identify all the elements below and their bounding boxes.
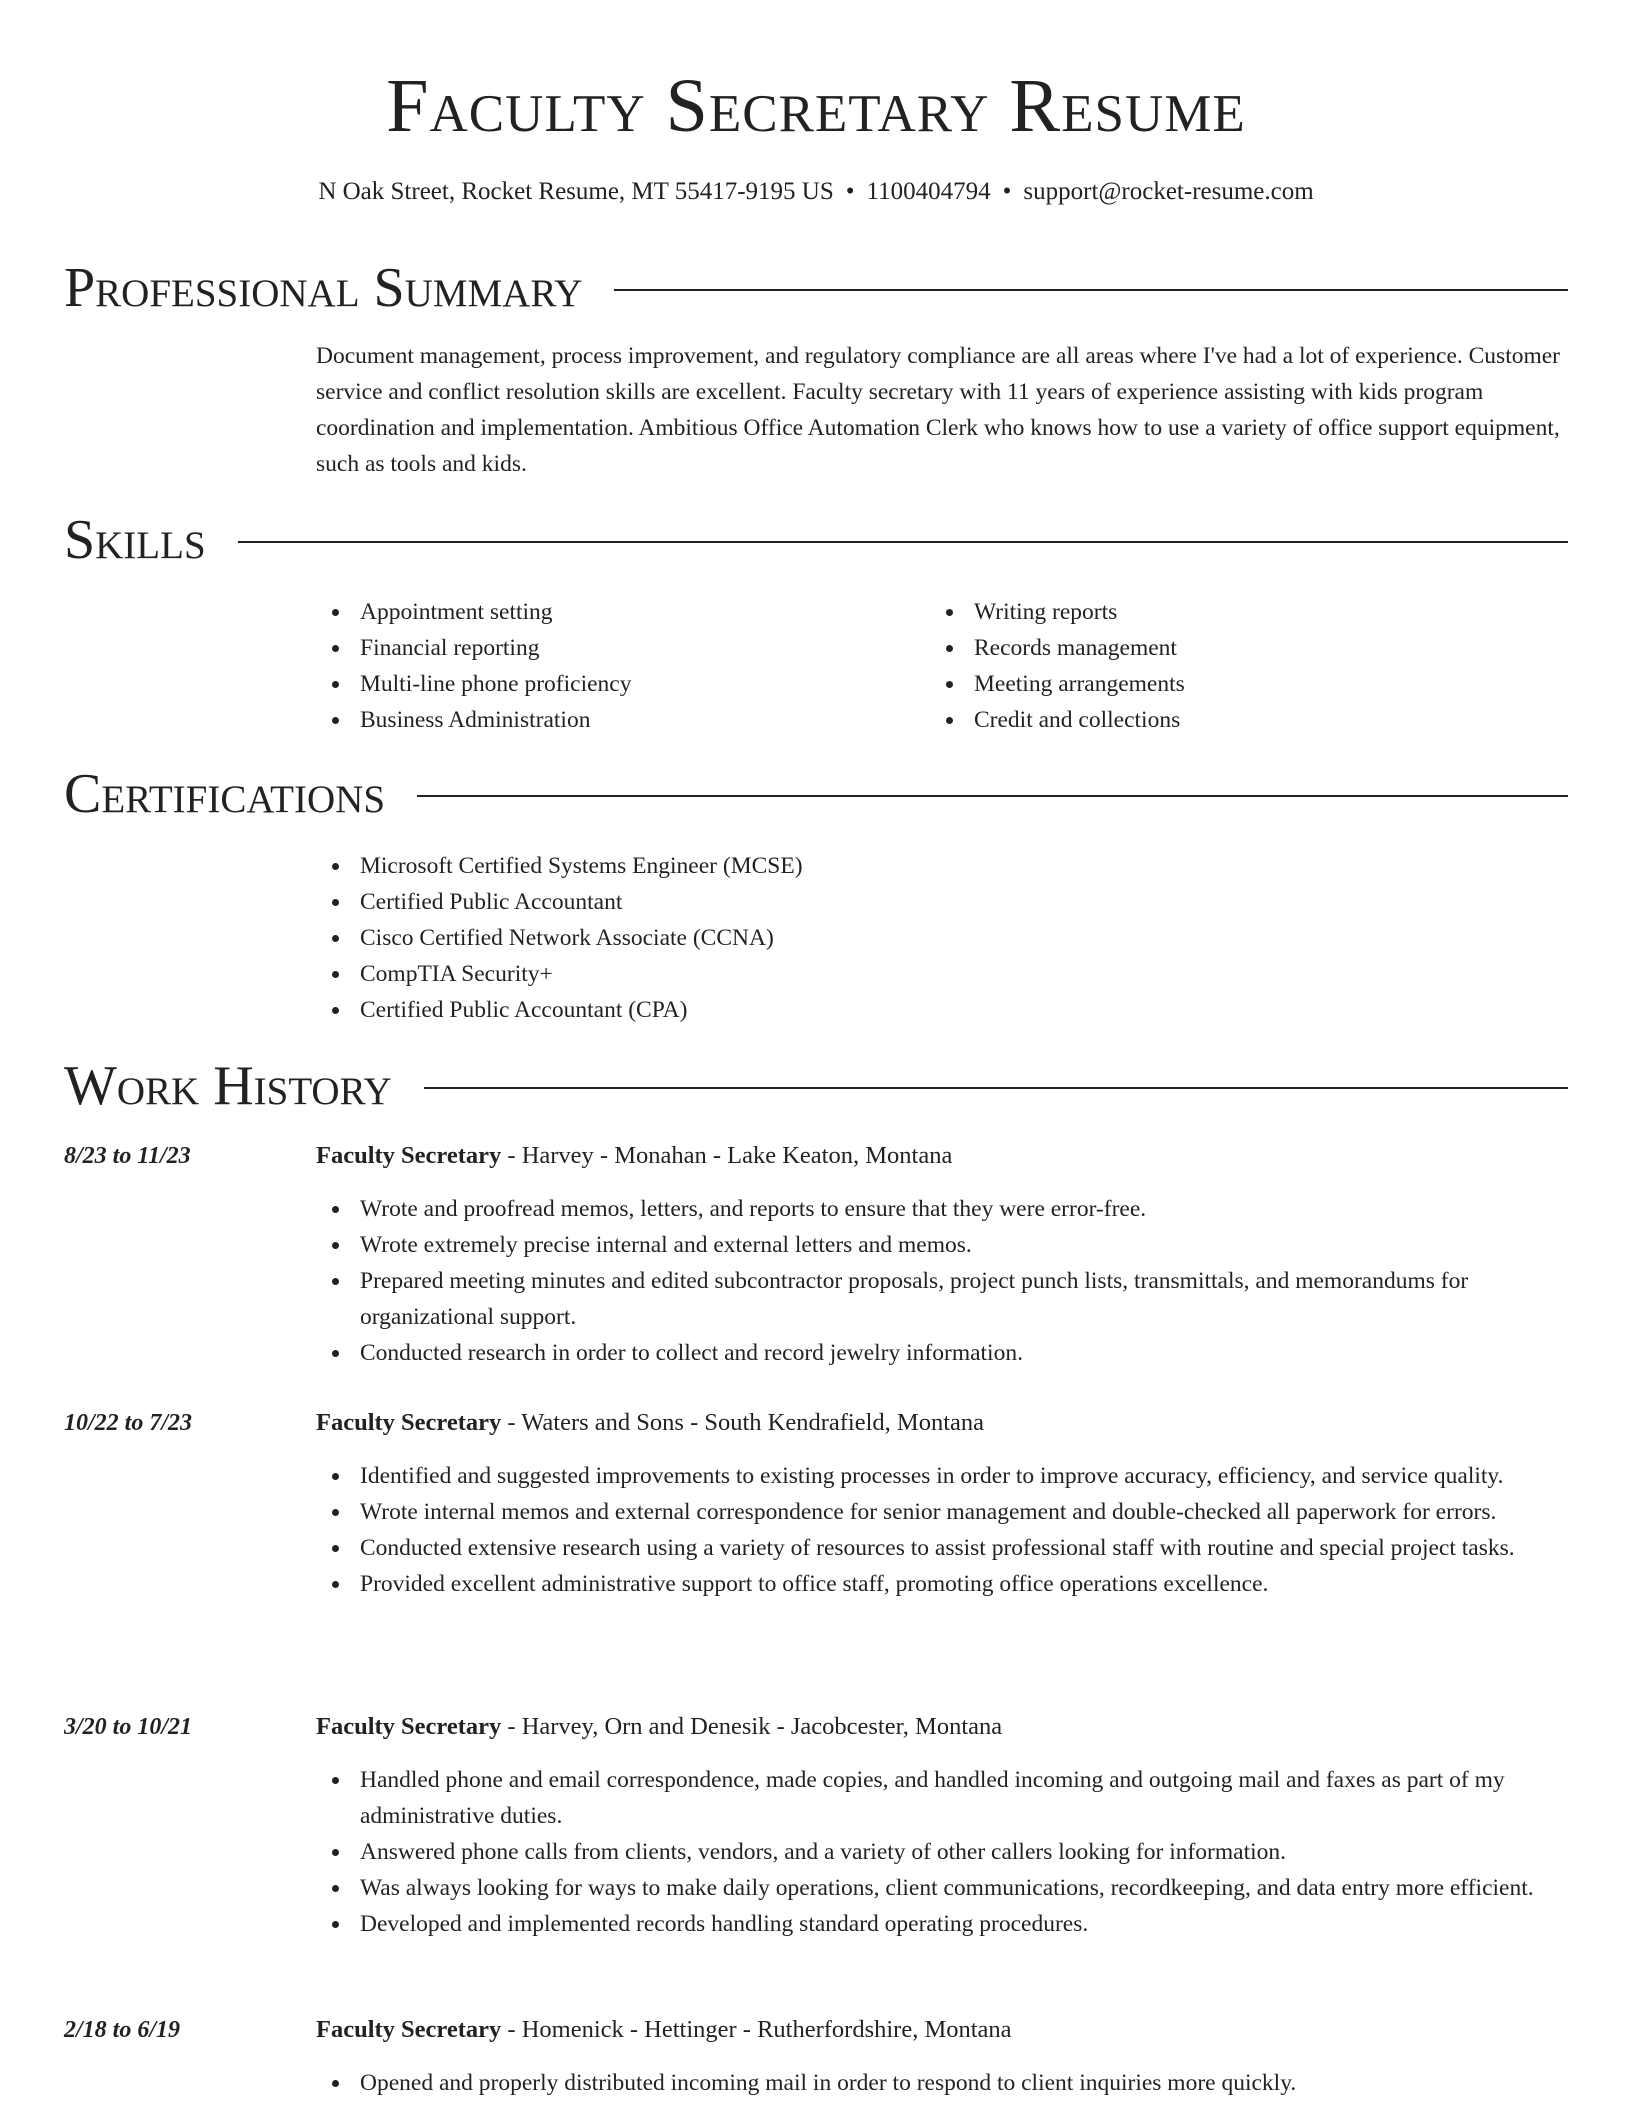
skills-section-heading: [64, 504, 1568, 576]
skill-item: Records management: [930, 630, 1570, 666]
job-duty-item: Opened and properly distributed incoming mail in order to respond to client inquiries more quickly.: [316, 2065, 1580, 2101]
job-dates: 8/23 to 11/23: [64, 1143, 191, 1169]
section-divider: [417, 795, 1568, 797]
section-divider: [614, 289, 1568, 291]
job-employer: - Homenick - Hettinger - Rutherfordshire, Montana: [501, 2016, 1012, 2043]
certification-item: Cisco Certified Network Associate (CCNA): [316, 920, 1576, 956]
job-duty-item: Provided excellent administrative support to office staff, promoting office operations excellence.: [316, 1566, 1580, 1602]
job-duty-item: Developed and implemented records handling standard operating procedures.: [316, 1906, 1580, 1942]
contact-line: [0, 172, 1632, 212]
skill-item: Appointment setting: [316, 594, 916, 630]
job-role: Faculty Secretary: [316, 2016, 502, 2043]
certification-item: CompTIA Security+: [316, 956, 1576, 992]
skills-list-right: [930, 594, 1570, 738]
job-duty-item: Conducted extensive research using a variety of resources to assist professional staff with routine and special project tasks.: [316, 1530, 1580, 1566]
contact-separator: •: [1002, 178, 1012, 205]
certifications-heading-text: Certifications: [64, 763, 386, 825]
job-duty-item: Was always looking for ways to make daily operations, client communications, recordkeeping, and data entry more efficient.: [316, 1870, 1580, 1906]
job-employer: - Harvey, Orn and Denesik - Jacobcester, Montana: [501, 1713, 1003, 1740]
summary-heading-text: Professional Summary: [64, 257, 583, 319]
skills-heading-text: Skills: [64, 509, 206, 571]
summary-section-heading: [64, 252, 1568, 324]
summary-text: Document management, process improvement, and regulatory compliance are all areas where I've had a lot of experience. Customer service and conflict resolution skills are excellent. Faculty secretary with 11 years of experience assisting with kids program coordination and implementation. Ambitious Office Automation Clerk who knows how to use a variety of office support equipment, such as tools and kids.: [316, 343, 1561, 477]
job-duty-item: Answered phone calls from clients, vendors, and a variety of other callers looking for information.: [316, 1834, 1580, 1870]
certification-item: Microsoft Certified Systems Engineer (MCSE): [316, 848, 1576, 884]
contact-separator: •: [845, 178, 855, 205]
certifications-list: [316, 848, 1576, 1028]
contact-phone: 1100404794: [866, 178, 991, 205]
job-title-line: [316, 2012, 1576, 2048]
skill-item: Writing reports: [930, 594, 1570, 630]
job-duty-item: Wrote extremely precise internal and external letters and memos.: [316, 1227, 1580, 1263]
skill-item: Multi-line phone proficiency: [316, 666, 916, 702]
skill-item: Business Administration: [316, 702, 916, 738]
job-employer: - Harvey - Monahan - Lake Keaton, Montana: [501, 1142, 953, 1169]
job-duty-item: Wrote internal memos and external correspondence for senior management and double-checked all paperwork for errors.: [316, 1494, 1580, 1530]
certifications-section-heading: [64, 758, 1568, 830]
job-duty-item: Prepared meeting minutes and edited subcontractor proposals, project punch lists, transmittals, and memorandums for organizational support.: [316, 1263, 1580, 1335]
certification-item: Certified Public Accountant (CPA): [316, 992, 1576, 1028]
job-duties-list: [316, 1191, 1580, 1371]
resume-title: Faculty Secretary Resume: [386, 64, 1246, 148]
section-divider: [238, 541, 1568, 543]
job-duties-list: [316, 1458, 1580, 1602]
contact-address: N Oak Street, Rocket Resume, MT 55417-9195 US: [318, 178, 834, 205]
job-duty-item: Identified and suggested improvements to existing processes in order to improve accuracy, efficiency, and service quality.: [316, 1458, 1580, 1494]
job-role: Faculty Secretary: [316, 1142, 502, 1169]
certification-item: Certified Public Accountant: [316, 884, 1576, 920]
skills-list-left: [316, 594, 916, 738]
job-duties-list: [316, 2065, 1580, 2101]
job-role: Faculty Secretary: [316, 1409, 502, 1436]
job-duties-list: [316, 1762, 1580, 1942]
job-role: Faculty Secretary: [316, 1713, 502, 1740]
job-dates: 10/22 to 7/23: [64, 1410, 193, 1436]
job-title-line: [316, 1138, 1576, 1174]
section-divider: [424, 1087, 1568, 1089]
contact-email: support@rocket-resume.com: [1023, 178, 1314, 205]
job-duty-item: Wrote and proofread memos, letters, and reports to ensure that they were error-free.: [316, 1191, 1580, 1227]
work-history-section-heading: [64, 1050, 1568, 1122]
job-duty-item: Handled phone and email correspondence, made copies, and handled incoming and outgoing mail and faxes as part of my administrative duties.: [316, 1762, 1580, 1834]
skill-item: Financial reporting: [316, 630, 916, 666]
skill-item: Meeting arrangements: [930, 666, 1570, 702]
work-history-heading-text: Work History: [64, 1055, 392, 1117]
job-title-line: [316, 1709, 1576, 1745]
job-dates: 2/18 to 6/19: [64, 2017, 181, 2043]
job-dates: 3/20 to 10/21: [64, 1714, 193, 1740]
job-employer: - Waters and Sons - South Kendrafield, Montana: [501, 1409, 984, 1436]
job-title-line: [316, 1405, 1576, 1441]
skill-item: Credit and collections: [930, 702, 1570, 738]
job-duty-item: Conducted research in order to collect and record jewelry information.: [316, 1335, 1580, 1371]
